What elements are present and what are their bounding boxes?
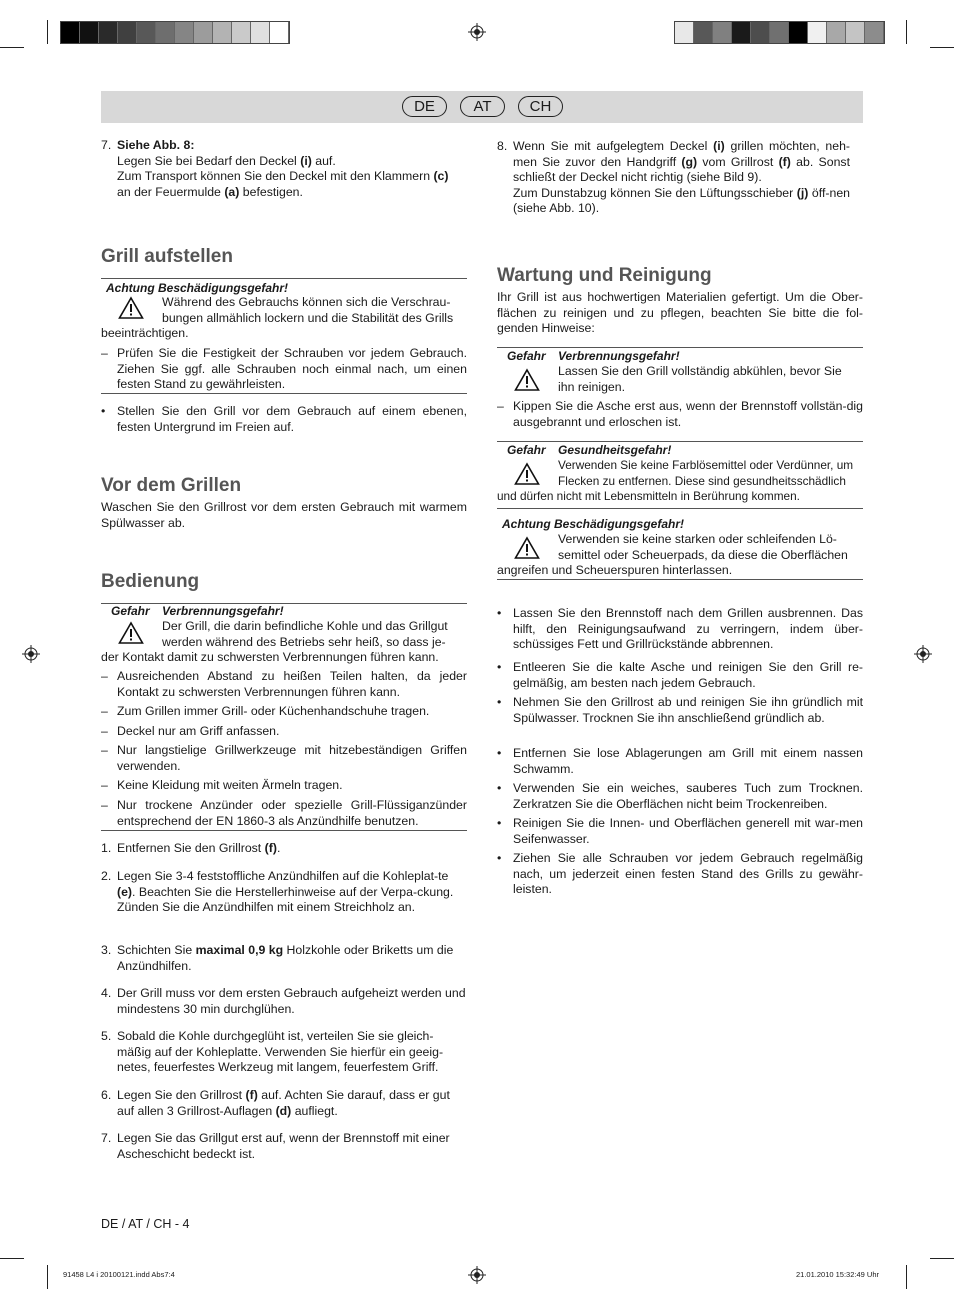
color-swatch [137, 22, 156, 43]
bullet-item: Ziehen Sie alle Schrauben vor jedem Gebrauch regelmäßig nach, um jederzeit einen festen Stand des Grills zu gewähr-leisten. [513, 851, 863, 896]
warning-item: Keine Kleidung mit weiten Ärmeln tragen. [117, 778, 343, 792]
color-swatch [751, 22, 770, 43]
color-swatch [194, 22, 213, 43]
warning-item: Nur trockene Anzünder oder spezielle Grill-Flüssiganzünder entsprechend der EN 1860-3 als Anzündhilfe benutzen. [117, 798, 467, 828]
crop-mark [930, 47, 954, 48]
dash-marker: – [497, 399, 504, 413]
color-swatch [713, 22, 732, 43]
warning-item: Deckel nur am Griff anfassen. [117, 724, 280, 738]
crop-mark [47, 1265, 48, 1289]
divider [101, 830, 467, 831]
language-badge-de: DE [402, 96, 447, 117]
registration-mark-icon [468, 1266, 486, 1284]
warning-title: Gesundheitsgefahr! [558, 443, 672, 457]
color-swatch [270, 22, 289, 43]
crop-mark [0, 1258, 24, 1259]
color-swatch [675, 22, 694, 43]
bullet-marker: • [497, 660, 502, 674]
warning-text: Verwenden Sie keine Farblösemittel oder Verdünner, um Flecken zu entfernen. Diese sind gesundheitsschädlich [558, 458, 854, 488]
print-timestamp: 21.01.2010 15:32:49 Uhr [796, 1270, 879, 1279]
bullet-marker: • [497, 851, 502, 865]
warning-title: Verbrennungsgefahr! [162, 604, 284, 618]
dash-marker: – [101, 778, 108, 792]
crop-mark [47, 20, 48, 44]
color-swatch-strip-right [674, 21, 885, 44]
bullet-item: Reinigen Sie die Innen- und Oberflächen generell mit war-men Seifenwasser. [513, 816, 863, 846]
warning-text-cont: beeinträchtigen. [101, 326, 189, 340]
color-swatch [251, 22, 270, 43]
step-7: Siehe Abb. 8: Legen Sie bei Bedarf den Deckel (i) auf. Zum Transport können Sie den Deckel mit den Klammern (c) an der Feuermulde (a) befestigen. [117, 138, 449, 199]
warning-triangle-icon [118, 621, 144, 645]
warning-item: Prüfen Sie die Festigkeit der Schrauben vor jedem Gebrauch. Ziehen Sie ggf. alle Schrauben noch einmal nach, um einen festen Stand zu gewährleisten. [117, 346, 467, 391]
step-7b: Legen Sie das Grillgut erst auf, wenn der Brennstoff mit einer Ascheschicht bedeckt ist. [117, 1131, 450, 1161]
step-title: Siehe Abb. 8: [117, 138, 195, 152]
warning-label: Gefahr [111, 604, 150, 618]
bullet-item: Verwenden Sie ein weiches, sauberes Tuch zum Trocknen. Zerkratzen Sie die Oberflächen nicht beim Trockenreiben. [513, 781, 863, 811]
color-swatch [118, 22, 137, 43]
section-heading-bedienung: Bedienung [101, 571, 200, 592]
divider [497, 508, 863, 509]
warning-text-cont: angreifen und Scheuerspuren hinterlassen. [497, 563, 733, 577]
warning-item: Kippen Sie die Asche erst aus, wenn der Brennstoff vollstän-dig ausgebrannt und erloschen ist. [513, 399, 863, 429]
color-swatch-strip-left [60, 21, 290, 44]
bullet-item: Lassen Sie den Brennstoff nach dem Grillen ausbrennen. Das hilft, den Reinigungsaufwand zu verringern, indem über-schüssiges Fett und Grillrückstände abbrennen. [513, 606, 863, 651]
bullet-item: Entleeren Sie die kalte Asche und reinigen Sie den Grill re-gelmäßig, am besten nach jedem Gebrauch. [513, 660, 863, 690]
dash-marker: – [101, 743, 108, 757]
divider [497, 347, 863, 348]
bullet-marker: • [497, 606, 502, 620]
dash-marker: – [101, 669, 108, 683]
step-number: 8. [497, 139, 508, 153]
registration-mark-icon [468, 23, 486, 41]
divider [497, 441, 863, 442]
bullet-item: Entfernen Sie lose Ablagerungen am Grill mit einem nassen Schwamm. [513, 746, 863, 776]
language-badge-at: AT [460, 96, 505, 117]
warning-text: Lassen Sie den Grill vollständig abkühlen, bevor Sie ihn reinigen. [558, 364, 842, 394]
section-heading-grill-aufstellen: Grill aufstellen [101, 246, 233, 267]
warning-text-cont: der Kontakt damit zu schwersten Verbrennungen führen kann. [101, 650, 439, 664]
bullet-marker: • [497, 816, 502, 830]
divider [101, 278, 467, 279]
bullet-item: Nehmen Sie den Grillrost ab und reinigen Sie ihn gründlich mit Spülwasser. Trocknen Sie ihn anschließend gründlich ab. [513, 695, 863, 725]
warning-triangle-icon [514, 368, 540, 392]
color-swatch [770, 22, 789, 43]
color-swatch [694, 22, 713, 43]
bullet-marker: • [101, 404, 106, 418]
bullet-marker: • [497, 695, 502, 709]
warning-item: Ausreichenden Abstand zu heißen Teilen halten, da jeder Kontakt zu schwersten Verbrennungen führen kann. [117, 669, 467, 699]
language-badge-ch: CH [518, 96, 563, 117]
step-6: Legen Sie den Grillrost (f) auf. Achten Sie darauf, dass er gut auf allen 3 Grillrost-Auflagen (d) aufliegt. [117, 1088, 450, 1118]
step-number: 5. [101, 1029, 112, 1043]
step-4: Der Grill muss vor dem ersten Gebrauch aufgeheizt werden und mindestens 30 min durchglühen. [117, 986, 466, 1016]
color-swatch [175, 22, 194, 43]
step-1: Entfernen Sie den Grillrost (f). [117, 841, 281, 855]
warning-item: Zum Grillen immer Grill- oder Küchenhandschuhe tragen. [117, 704, 430, 718]
step-3: Schichten Sie maximal 0,9 kg Holzkohle oder Briketts um die Anzündhilfen. [117, 943, 454, 973]
divider [101, 393, 467, 394]
warning-label: Gefahr [507, 443, 546, 457]
color-swatch [61, 22, 80, 43]
color-swatch [232, 22, 251, 43]
color-swatch [808, 22, 827, 43]
step-8: Wenn Sie mit aufgelegtem Deckel (i) grillen möchten, neh-men Sie zuvor den Handgriff (g) vom Grillrost (f) ab. Sonst schließt der Deckel nicht richtig (siehe Bild 9). Zum Dunstabzug können Sie den Lüftungsschieber (j) öff-nen (siehe Abb. 10). [513, 139, 851, 215]
dash-marker: – [101, 724, 108, 738]
step-number: 7. [101, 138, 112, 152]
color-swatch [99, 22, 118, 43]
warning-label: Gefahr [507, 349, 546, 363]
step-number: 3. [101, 943, 112, 957]
step-number: 6. [101, 1088, 112, 1102]
paragraph: Ihr Grill ist aus hochwertigen Materialien gefertigt. Um die Ober-flächen zu reinigen und zu pflegen, beachten Sie bitte die fol-genden Hinweise: [497, 290, 863, 335]
warning-triangle-icon [118, 296, 144, 320]
warning-text: Der Grill, die darin befindliche Kohle und das Grillgut werden während des Betriebs sehr heiß, so dass je- [162, 619, 448, 649]
warning-text: Während des Gebrauchs können sich die Verschrau- bungen allmählich lockern und die Stabilität des Grills [162, 295, 454, 325]
dash-marker: – [101, 798, 108, 812]
warning-text-cont: und dürfen nicht mit Lebensmitteln in Berührung kommen. [497, 489, 800, 503]
step-number: 2. [101, 869, 112, 883]
crop-mark [0, 47, 24, 48]
step-2: Legen Sie 3-4 feststoffliche Anzündhilfen auf die Kohleplat-te (e). Beachten Sie die Herstellerhinweise auf der Verpa-ckung. Zünden Sie die Anzündhilfen mit einem Streichholz an. [117, 869, 454, 914]
warning-title: Achtung Beschädigungsgefahr! [106, 281, 289, 295]
crop-mark [906, 20, 907, 44]
section-heading-vor-dem-grillen: Vor dem Grillen [101, 475, 242, 496]
paragraph: Waschen Sie den Grillrost vor dem ersten Gebrauch mit warmem Spülwasser ab. [101, 500, 467, 530]
step-number: 4. [101, 986, 112, 1000]
color-swatch [827, 22, 846, 43]
warning-triangle-icon [514, 462, 540, 486]
dash-marker: – [101, 346, 108, 360]
step-5: Sobald die Kohle durchgeglüht ist, verteilen Sie sie gleich-mäßig auf der Kohleplatte. Verwenden Sie hierfür ein geeig-netes, feuerfestes Werkzeug mit langem, feuerfestem Griff. [117, 1029, 444, 1074]
bullet-item: Stellen Sie den Grill vor dem Gebrauch auf einem ebenen, festen Untergrund im Freien auf. [117, 404, 467, 434]
divider [497, 579, 863, 580]
step-number: 1. [101, 841, 112, 855]
crop-mark [930, 1258, 954, 1259]
page-number: DE / AT / CH - 4 [101, 1217, 190, 1231]
dash-marker: – [101, 704, 108, 718]
bullet-marker: • [497, 781, 502, 795]
warning-title: Achtung Beschädigungsgefahr! [502, 517, 685, 531]
step-number: 7. [101, 1131, 112, 1145]
warning-title: Verbrennungsgefahr! [558, 349, 680, 363]
registration-mark-icon [914, 645, 932, 663]
warning-item: Nur langstielige Grillwerkzeuge mit hitzebeständigen Griffen verwenden. [117, 743, 467, 773]
warning-text: Verwenden sie keine starken oder schleifenden Lö- semittel oder Scheuerpads, da diese die Oberflächen [558, 532, 848, 562]
color-swatch [846, 22, 865, 43]
color-swatch [789, 22, 808, 43]
warning-triangle-icon [514, 536, 540, 560]
color-swatch [865, 22, 884, 43]
registration-mark-icon [22, 645, 40, 663]
divider [101, 603, 467, 604]
color-swatch [156, 22, 175, 43]
section-heading-wartung: Wartung und Reinigung [497, 265, 712, 286]
bullet-marker: • [497, 746, 502, 760]
color-swatch [213, 22, 232, 43]
crop-mark [906, 1265, 907, 1289]
color-swatch [80, 22, 99, 43]
color-swatch [732, 22, 751, 43]
file-info: 91458 L4 i 20100121.indd Abs7:4 [63, 1270, 175, 1279]
